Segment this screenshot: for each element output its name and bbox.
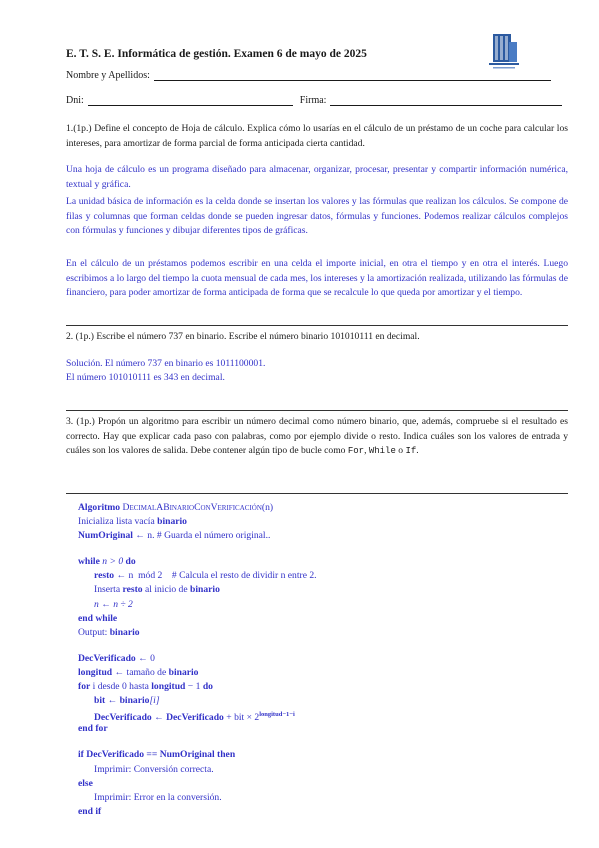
algo-line: DecVerificado ← DecVerificado + bit × $2^{longitud-1-i}$ (94, 711, 295, 724)
algo-line: for i desde 0 hasta longitud − 1 do (78, 681, 213, 693)
algo-line: end if (78, 805, 102, 817)
algo-line: if DecVerificado == NumOriginal then (78, 749, 236, 761)
algo-line: n ← n ÷ 2 (94, 598, 133, 610)
answer-2-line-1: Solución. El número 737 en binario es 1011100001. (66, 358, 266, 369)
algo-line: end while (78, 612, 118, 624)
algo-line: else (78, 777, 93, 789)
university-logo (487, 32, 521, 72)
question-3-text: 3. (1p.) Propón un algoritmo para escribir un número decimal como número binario, que, además, compruebe si el resultado es correcto. Hay que explicar cada paso con palabras, como por ejemplo divide o resto. Indica cuáles son los valores de entrada y cuáles son los valores de salida. Debe contener algún tipo de bucle como (66, 416, 568, 457)
algo-line: longitud ← tamaño de binario (78, 666, 199, 678)
separator: o (395, 445, 406, 457)
question-2: 2. (1p.) Escribe el número 737 en binario. Escribe el número binario 101010111 en decimal. (66, 331, 420, 342)
algo-line: Output: binario (78, 626, 140, 638)
divider-2 (66, 410, 568, 411)
algorithm-block (78, 501, 317, 819)
firma-label: Firma: (299, 95, 327, 106)
algo-line: Algoritmo DecimalABinarioConVerificación(n) (78, 502, 274, 513)
algo-line: Imprimir: Conversión correcta. (94, 763, 214, 775)
dni-firma-row (66, 95, 562, 106)
answer-1-paragraph-2: La unidad básica de información es la celda donde se insertan los valores y las fórmulas que realizan los cálculos. Se compone de filas y columnas que forman celdas donde se pueden ingresar datos, fórmulas y funciones. Podemos realizar cálculos complejos con fórmulas y funciones y dibujar diferentes tipos de gráficas. (66, 196, 568, 237)
name-field-row (66, 70, 551, 81)
algo-line: end for (78, 723, 108, 735)
dni-label: Dni: (66, 95, 84, 106)
keyword-for: For (347, 446, 365, 457)
algo-line: while n > 0 do (78, 556, 136, 568)
keyword-if: If (405, 446, 417, 457)
answer-1-paragraph-3: En el cálculo de un préstamos podemos escribir en una celda el importe inicial, en otra el tiempo y en otra el interés. Luego escribimos a lo largo del tiempo la cuota mensual de cada mes, los intereses y la amortización realizada, utilizando las fórmulas de financiero, para poder amortizar de forma anticipada de forma que se recalcule lo que queda por amortizar y el tiempo. (66, 258, 568, 299)
name-input-line[interactable] (154, 70, 551, 81)
algo-line: bit ← binario[i] (94, 695, 160, 707)
name-label: Nombre y Apellidos: (66, 70, 150, 81)
question-3 (66, 415, 568, 459)
answer-2-line-2: El número 101010111 es 343 en decimal. (66, 372, 225, 383)
algo-line: Inicializa lista vacía binario (78, 516, 187, 528)
algo-line: Inserta resto al inicio de binario (94, 584, 220, 596)
algo-line: NumOriginal ← n. # Guarda el número original.. (78, 530, 271, 542)
period: . (416, 445, 419, 457)
algorithm-name: DecimalABinarioConVerificación (122, 502, 262, 513)
dni-input-line[interactable] (88, 95, 293, 106)
algo-line: DecVerificado ← 0 (78, 652, 155, 664)
separator: , (364, 445, 369, 457)
algorithm-top-rule (66, 493, 568, 494)
keyword-while: While (368, 446, 396, 457)
answer-1-paragraph-1: Una hoja de cálculo es un programa diseñado para almacenar, organizar, procesar, presentar y compartir información numérica, textual y gráfica. (66, 164, 568, 190)
firma-input-line[interactable] (330, 95, 562, 106)
exam-title: E. T. S. E. Informática de gestión. Examen 6 de mayo de 2025 (66, 48, 367, 60)
question-1: 1.(1p.) Define el concepto de Hoja de cálculo. Explica cómo lo usarías en el cálculo de un préstamo de un coche para calcular los intereses, para amortizar de forma parcial de forma anticipada cierta cantidad. (66, 123, 568, 149)
divider-1 (66, 325, 568, 326)
algo-line: resto ← n mód 2 # Calcula el resto de dividir n entre 2. (94, 570, 317, 582)
algo-line: Imprimir: Error en la conversión. (94, 791, 222, 803)
